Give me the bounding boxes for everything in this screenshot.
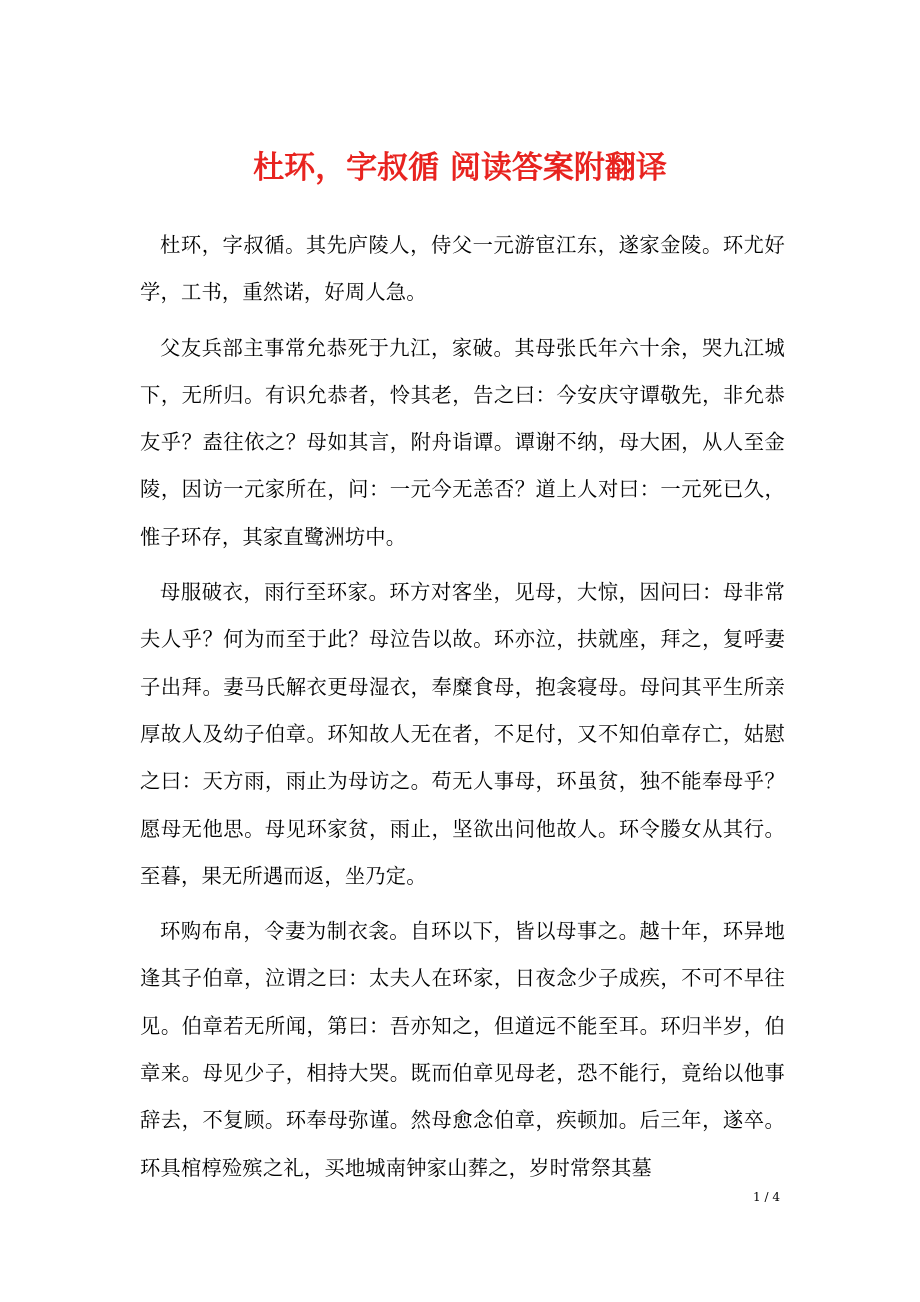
page-number: 1 / 4 <box>753 1190 780 1204</box>
document-title: 杜环，字叔循 阅读答案附翻译 <box>253 150 667 186</box>
paragraph: 环购布帛，令妻为制衣衾。自环以下，皆以母事之。越十年，环异地逢其子伯章，泣谓之曰：太夫人在环家，日夜念少子成疾，不可不早往见。伯章若无所闻，第曰：吾亦知之，但道远不能至耳。环归半岁，伯章来。母见少子，相持大哭。既而伯章见母老，恐不能行，竟绐以他事辞去，不复顾。环奉母弥谨。然母愈念伯章，疾顿加。后三年，遂卒。环具棺椁殓殡之礼，买地城南钟家山葬之，岁时常祭其墓 <box>140 919 785 1180</box>
document-body <box>140 222 785 1200</box>
paragraph: 父友兵部主事常允恭死于九江，家破。其母张氏年六十余，哭九江城下，无所归。有识允恭者，怜其老，告之曰：今安庆守谭敬先，非允恭友乎？盍往依之？母如其言，附舟诣谭。谭谢不纳，母大困，从人至金陵，因访一元家所在，问：一元今无恙否？道上人对曰：一元死已久，惟子环存，其家直鹭洲坊中。 <box>140 335 785 549</box>
paragraph: 杜环，字叔循。其先庐陵人，侍父一元游宦江东，遂家金陵。环尤好学，工书，重然诺，好周人急。 <box>140 233 785 305</box>
paragraph: 母服破衣，雨行至环家。环方对客坐，见母，大惊，因问曰：母非常夫人乎？何为而至于此？母泣告以故。环亦泣，扶就座，拜之，复呼妻子出拜。妻马氏解衣更母湿衣，奉糜食母，抱衾寝母。母问其平生所亲厚故人及幼子伯章。环知故人无在者，不足付，又不知伯章存亡，姑慰之曰：天方雨，雨止为母访之。苟无人事母，环虽贫，独不能奉母乎？愿母无他思。母见环家贫，雨止，坚欲出问他故人。环令媵女从其行。至暮，果无所遇而返，坐乃定。 <box>140 580 785 888</box>
